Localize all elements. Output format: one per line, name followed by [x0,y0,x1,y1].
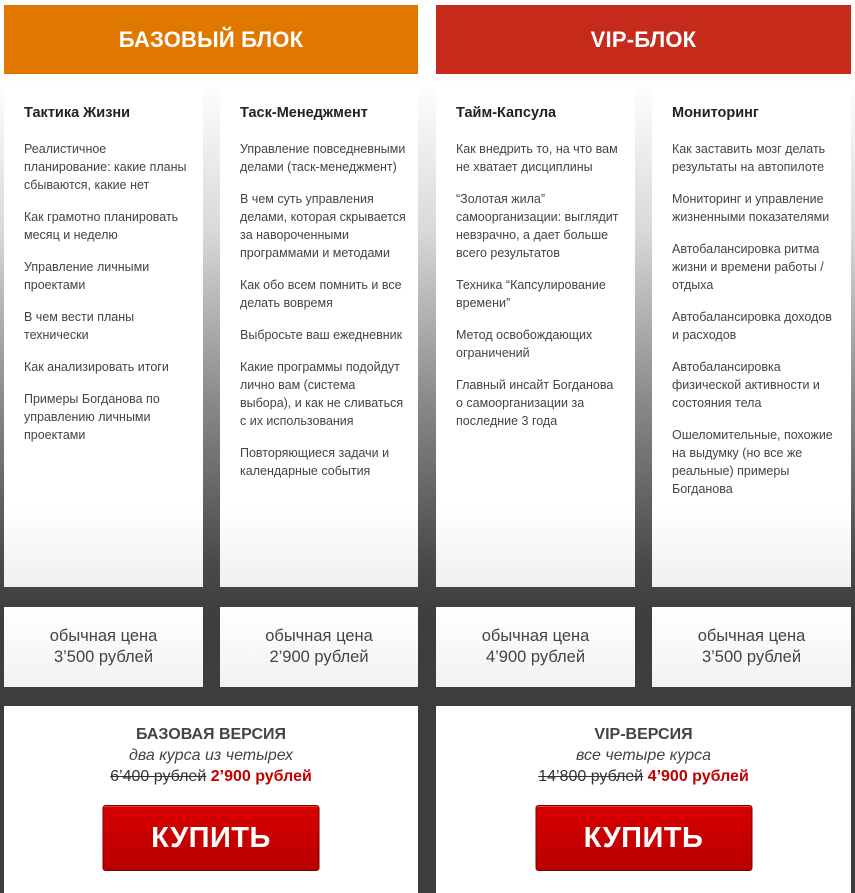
list-item: Автобалансировка доходов и расходов [672,310,832,342]
list-item: “Золотая жила” самоорганизации: выглядит невзрачно, а дает больше всего результатов [456,192,619,260]
old-price: 14’800 рублей [538,768,644,785]
list-item: Как обо всем помнить и все делать вовремя [240,278,402,310]
regular-price-box [4,607,203,687]
price-label: обычная цена [481,627,590,645]
list-item: Метод освобождающих ограничений [456,328,593,360]
new-price: 4’900 рублей [647,768,749,785]
old-price: 6’400 рублей [110,768,207,785]
list-item: В чем суть управления делами, которая скрывается за навороченными программами и методами [240,192,406,260]
list-item: Техника “Капсулирование времени” [456,278,606,310]
list-item: Ошеломительные, похожие на выдумку (но все же реальные) примеры Богданова [672,428,833,496]
price-label: обычная цена [49,627,158,645]
course-title: Мониторинг [672,105,759,121]
list-item: Как анализировать итоги [24,360,169,374]
list-item: Автобалансировка ритма жизни и времени работы / отдыха [672,242,824,292]
course-topics [24,140,191,444]
price-label: обычная цена [697,627,806,645]
list-item: Управление личными проектами [24,260,150,292]
regular-price-box [436,607,635,687]
vip-offer-panel [436,706,851,893]
list-item: Как грамотно планировать месяц и неделю [24,210,179,242]
new-price: 2’900 рублей [210,768,312,785]
course-card-monitoring [652,85,851,587]
offer-title: VIP-ВЕРСИЯ [594,726,693,743]
course-card-time-capsule [436,85,635,587]
course-card-task-management [220,85,418,587]
regular-price-box [220,607,418,687]
list-item: Как заставить мозг делать результаты на автопилоте [672,142,826,174]
base-block-header: БАЗОВЫЙ БЛОК [4,5,418,74]
offer-subtitle: все четыре курса [575,747,712,764]
list-item: Какие программы подойдут лично вам (система выбора), и как не сливаться с их использования [240,360,404,428]
price-value: 2’900 рублей [269,648,369,666]
course-title: Тайм-Капсула [456,105,557,121]
course-topics [456,140,623,430]
list-item: Повторяющиеся задачи и календарные события [240,446,390,478]
list-item: Мониторинг и управление жизненными показателями [672,192,830,224]
base-offer-panel [4,706,418,893]
price-label: обычная цена [265,627,373,645]
offer-title: БАЗОВАЯ ВЕРСИЯ [135,726,286,743]
course-card-taktika [4,85,203,587]
vip-block-header: VIP-БЛОК [436,5,851,74]
list-item: Автобалансировка физической активности и состояния тела [672,360,820,410]
price-value: 4’900 рублей [485,648,586,666]
price-value: 3’500 рублей [53,648,154,666]
list-item: Управление повседневными делами (таск-менеджмент) [240,142,406,174]
buy-base-button[interactable]: КУПИТЬ [103,805,320,871]
buy-vip-button[interactable]: КУПИТЬ [535,805,752,871]
regular-price-box [652,607,851,687]
list-item: Как внедрить то, на что вам не хватает дисциплины [456,142,618,174]
course-title: Тактика Жизни [24,105,131,121]
offer-price [4,766,418,787]
list-item: Примеры Богданова по управлению личными проектами [24,392,160,442]
course-title: Таск-Менеджмент [240,105,368,121]
price-value: 3’500 рублей [701,648,802,666]
course-topics [672,140,839,498]
course-topics [240,140,406,480]
list-item: Реалистичное планирование: какие планы сбываются, какие нет [24,142,187,192]
list-item: В чем вести планы технически [24,310,135,342]
offer-subtitle: два курса из четырех [129,747,293,764]
list-item: Главный инсайт Богданова о самоорганизации за последние 3 года [456,378,614,428]
offer-price [436,766,851,787]
list-item: Выбросьте ваш ежедневник [240,328,403,342]
